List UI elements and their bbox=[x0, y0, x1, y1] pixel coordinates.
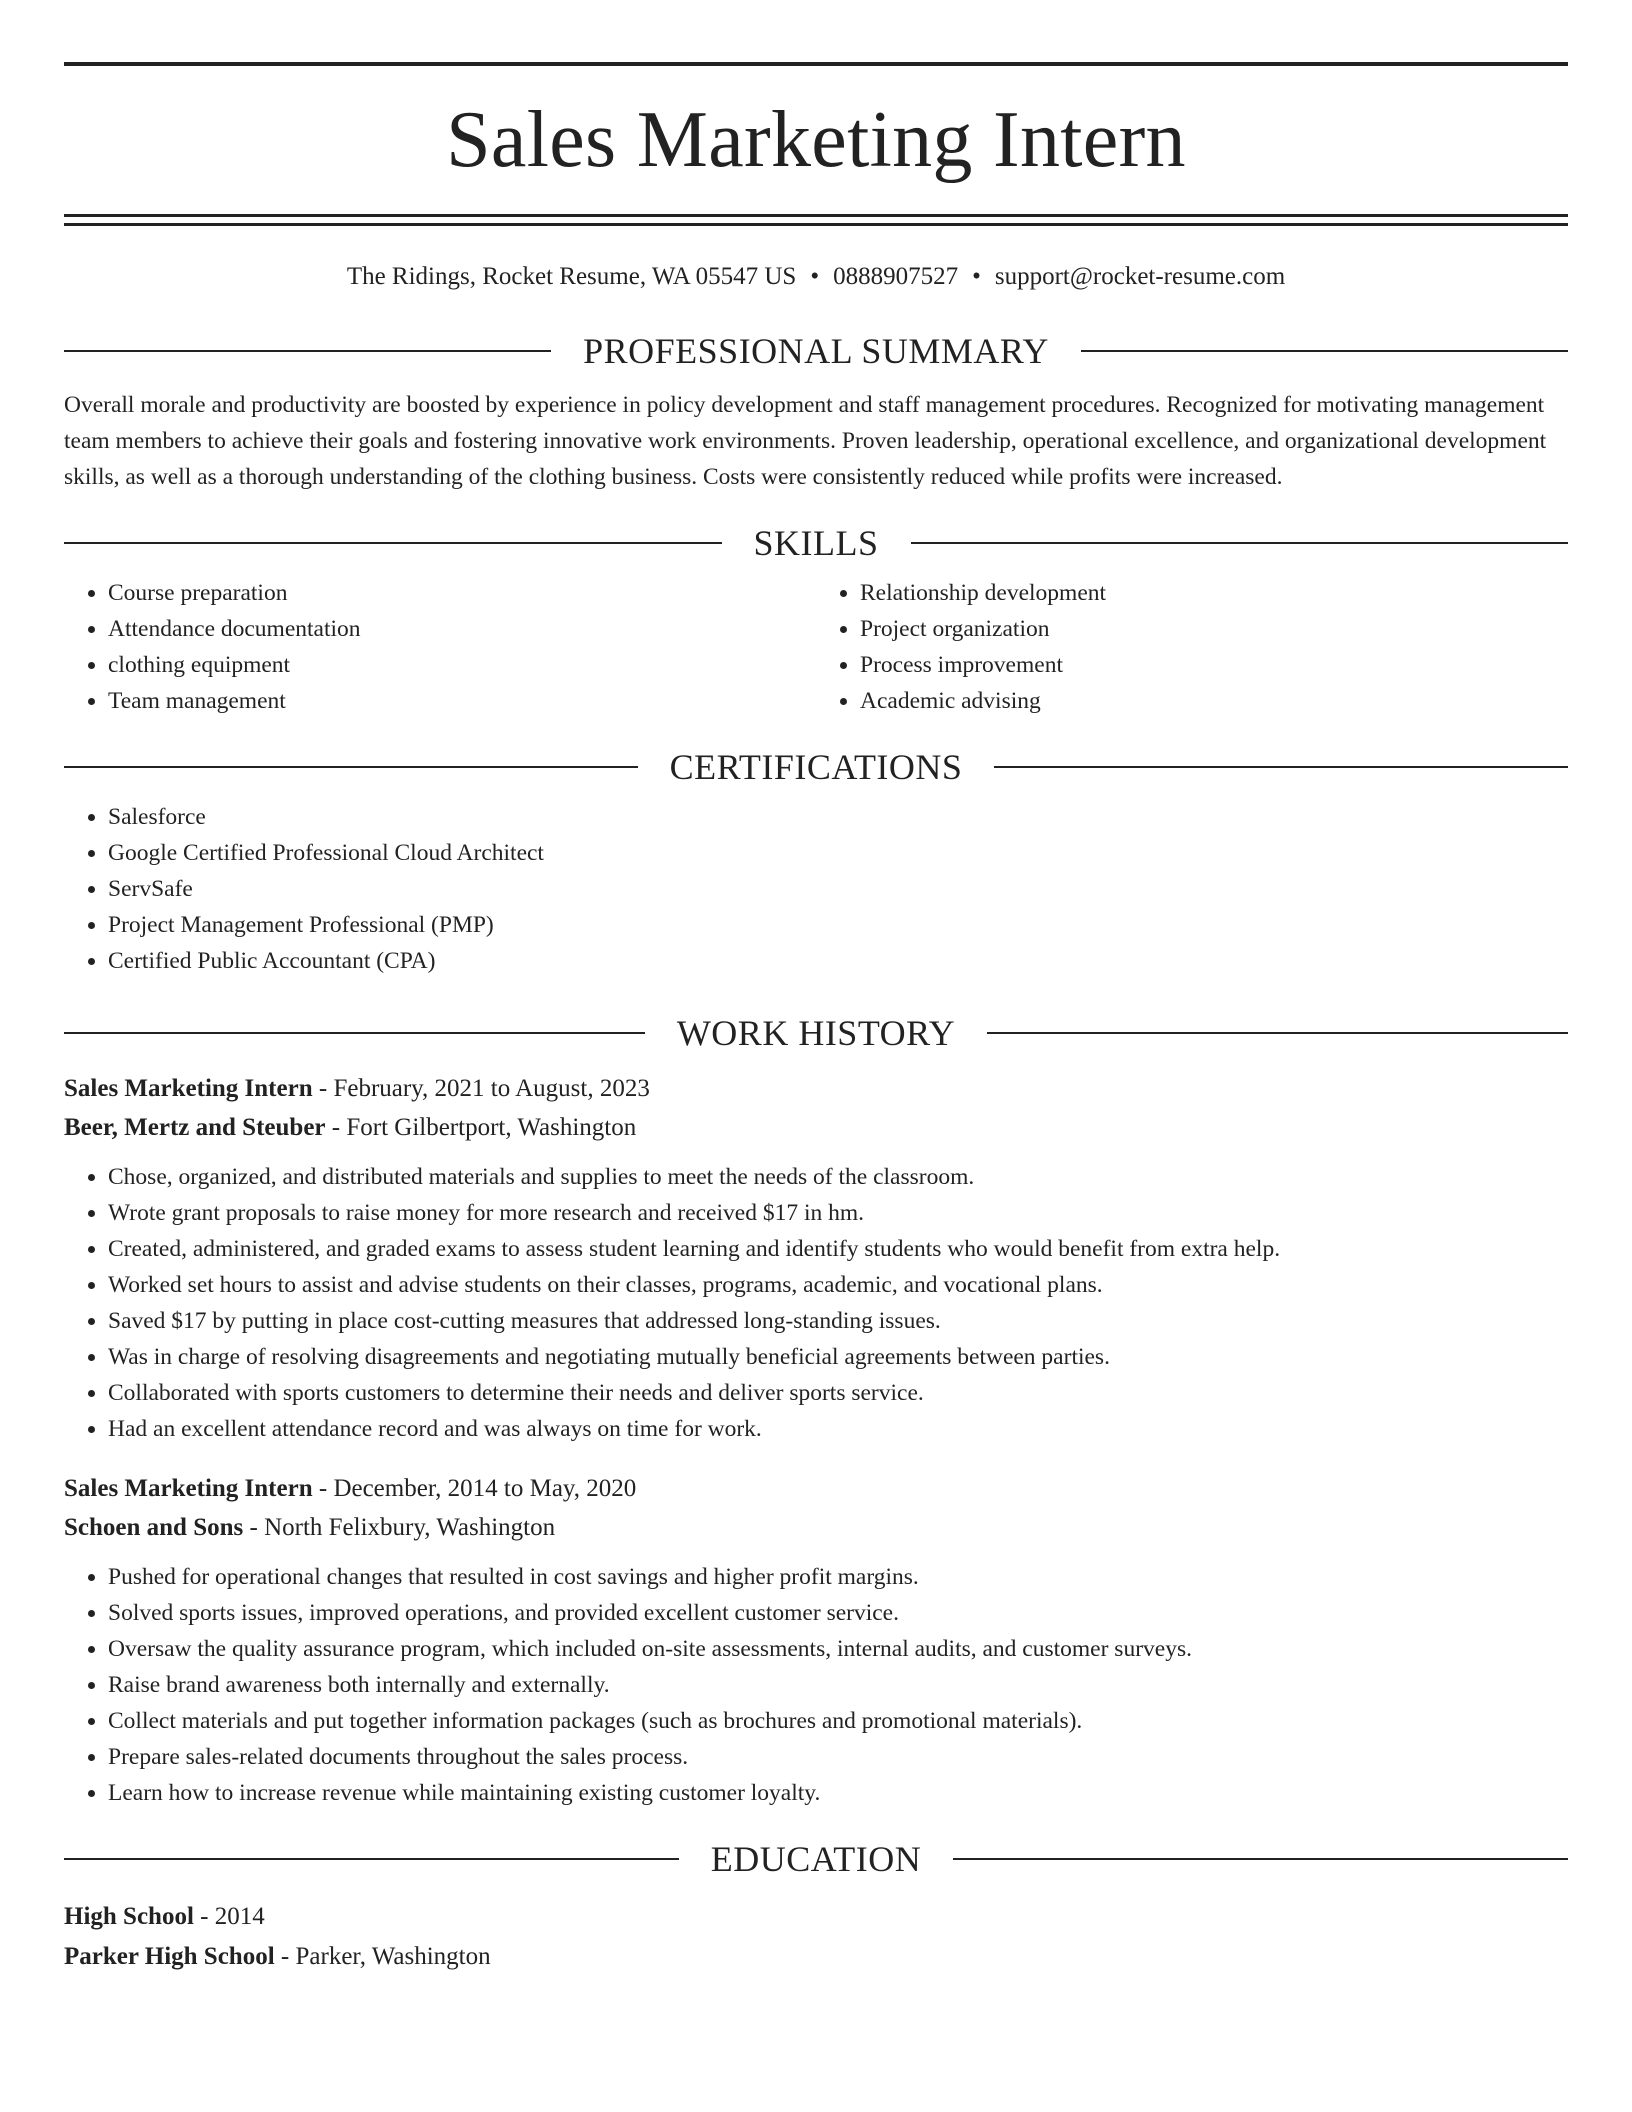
heading-rule bbox=[64, 542, 722, 544]
contact-line bbox=[64, 264, 1568, 289]
skill-item: • Attendance documentation bbox=[108, 611, 816, 647]
job-location: Fort Gilbertport, Washington bbox=[346, 1114, 637, 1141]
heading-rule bbox=[911, 542, 1569, 544]
skills-list-right bbox=[816, 575, 1568, 719]
section-title: EDUCATION bbox=[710, 1839, 922, 1879]
job-bullets bbox=[64, 1559, 1568, 1811]
skills-heading bbox=[64, 525, 1568, 561]
skill-item: • clothing equipment bbox=[108, 647, 816, 683]
section-title: SKILLS bbox=[753, 523, 879, 563]
job-location: North Felixbury, Washington bbox=[264, 1514, 556, 1541]
skill-item: • Process improvement bbox=[860, 647, 1568, 683]
job-bullet: • Oversaw the quality assurance program, which included on-site assessments, internal audits, and customer surveys. bbox=[108, 1631, 1568, 1667]
heading-rule bbox=[64, 766, 638, 768]
contact-separator: • bbox=[810, 263, 820, 290]
skill-item: • Project organization bbox=[860, 611, 1568, 647]
job-bullet: • Saved $17 by putting in place cost-cutting measures that addressed long-standing issues. bbox=[108, 1303, 1568, 1339]
education-heading bbox=[64, 1841, 1568, 1877]
job-company: Beer, Mertz and Steuber bbox=[64, 1114, 326, 1141]
section-title: CERTIFICATIONS bbox=[669, 747, 963, 787]
skills-grid bbox=[64, 575, 1568, 719]
heading-rule bbox=[64, 1032, 645, 1034]
skills-list-left bbox=[64, 575, 816, 719]
skill-item: • Course preparation bbox=[108, 575, 816, 611]
job-bullet: • Collaborated with sports customers to determine their needs and deliver sports service. bbox=[108, 1375, 1568, 1411]
contact-email[interactable]: support@rocket-resume.com bbox=[994, 263, 1286, 290]
title-double-rule bbox=[64, 214, 1568, 226]
contact-address: The Ridings, Rocket Resume, WA 05547 US bbox=[346, 263, 797, 290]
certifications-list bbox=[64, 799, 1568, 979]
heading-rule bbox=[64, 350, 551, 352]
summary-heading bbox=[64, 333, 1568, 369]
dash-separator: - bbox=[274, 1943, 296, 1970]
job-bullet: • Pushed for operational changes that resulted in cost savings and higher profit margins. bbox=[108, 1559, 1568, 1595]
skill-item: • Academic advising bbox=[860, 683, 1568, 719]
job-bullet: • Wrote grant proposals to raise money for more research and received $17 in hm. bbox=[108, 1195, 1568, 1231]
education-school: Parker High School bbox=[64, 1943, 275, 1970]
job-title-line bbox=[64, 1469, 1568, 1508]
job-title: Sales Marketing Intern bbox=[64, 1475, 313, 1502]
job-bullets bbox=[64, 1159, 1568, 1447]
heading-rule bbox=[953, 1858, 1568, 1860]
top-rule bbox=[64, 62, 1568, 66]
certification-item: • Google Certified Professional Cloud Architect bbox=[108, 835, 1568, 871]
contact-separator: • bbox=[972, 263, 981, 290]
job-bullet: • Learn how to increase revenue while maintaining existing customer loyalty. bbox=[108, 1775, 1568, 1811]
resume-title: Sales Marketing Intern bbox=[446, 96, 1186, 184]
job-company-line bbox=[64, 1508, 1568, 1547]
job-entry bbox=[64, 1469, 1568, 1811]
work-history-heading bbox=[64, 1015, 1568, 1051]
heading-rule bbox=[1081, 350, 1568, 352]
job-dates: February, 2021 to August, 2023 bbox=[333, 1075, 650, 1102]
job-bullet: • Prepare sales-related documents throughout the sales process. bbox=[108, 1739, 1568, 1775]
job-entry bbox=[64, 1069, 1568, 1447]
education-degree-line bbox=[64, 1897, 1568, 1937]
job-bullet: • Collect materials and put together information packages (such as brochures and promotional materials). bbox=[108, 1703, 1568, 1739]
dash-separator: - bbox=[312, 1075, 334, 1102]
job-title: Sales Marketing Intern bbox=[64, 1075, 313, 1102]
job-bullet: • Created, administered, and graded exams to assess student learning and identify students who would benefit from extra help. bbox=[108, 1231, 1568, 1267]
heading-rule bbox=[64, 1858, 679, 1860]
certification-item: • Certified Public Accountant (CPA) bbox=[108, 943, 1568, 979]
dash-separator: - bbox=[193, 1903, 215, 1930]
skill-item: • Team management bbox=[108, 683, 816, 719]
job-company: Schoen and Sons bbox=[64, 1514, 244, 1541]
dash-separator: - bbox=[325, 1114, 347, 1141]
job-spacer bbox=[64, 1447, 1568, 1469]
heading-rule bbox=[987, 1032, 1568, 1034]
job-company-line bbox=[64, 1108, 1568, 1147]
job-title-line bbox=[64, 1069, 1568, 1108]
section-title: PROFESSIONAL SUMMARY bbox=[583, 331, 1049, 371]
certification-item: • ServSafe bbox=[108, 871, 1568, 907]
certifications-heading bbox=[64, 749, 1568, 785]
section-title: WORK HISTORY bbox=[676, 1013, 956, 1053]
certification-item: • Project Management Professional (PMP) bbox=[108, 907, 1568, 943]
education-year: 2014 bbox=[214, 1903, 265, 1930]
dash-separator: - bbox=[243, 1514, 265, 1541]
job-bullet: • Raise brand awareness both internally and externally. bbox=[108, 1667, 1568, 1703]
contact-phone: 0888907527 bbox=[833, 263, 959, 290]
certification-item: • Salesforce bbox=[108, 799, 1568, 835]
job-bullet: • Had an excellent attendance record and was always on time for work. bbox=[108, 1411, 1568, 1447]
job-bullet: • Chose, organized, and distributed materials and supplies to meet the needs of the classroom. bbox=[108, 1159, 1568, 1195]
skill-item: • Relationship development bbox=[860, 575, 1568, 611]
education-location: Parker, Washington bbox=[295, 1943, 491, 1970]
job-dates: December, 2014 to May, 2020 bbox=[333, 1475, 637, 1502]
education-school-line bbox=[64, 1937, 1568, 1977]
job-bullet: • Worked set hours to assist and advise students on their classes, programs, academic, and vocational plans. bbox=[108, 1267, 1568, 1303]
summary-text: Overall morale and productivity are boosted by experience in policy development and staff management procedures. Recognized for motivating management team members to achieve their goals and fostering innovative work environments. Proven leadership, operational excellence, and organizational development skills, as well as a thorough understanding of the clothing business. Costs were consistently reduced while profits were increased. bbox=[64, 392, 1547, 490]
job-bullet: • Solved sports issues, improved operations, and provided excellent customer service. bbox=[108, 1595, 1568, 1631]
education-degree: High School bbox=[64, 1903, 194, 1930]
job-bullet: • Was in charge of resolving disagreements and negotiating mutually beneficial agreements between parties. bbox=[108, 1339, 1568, 1375]
dash-separator: - bbox=[312, 1475, 334, 1502]
heading-rule bbox=[994, 766, 1568, 768]
